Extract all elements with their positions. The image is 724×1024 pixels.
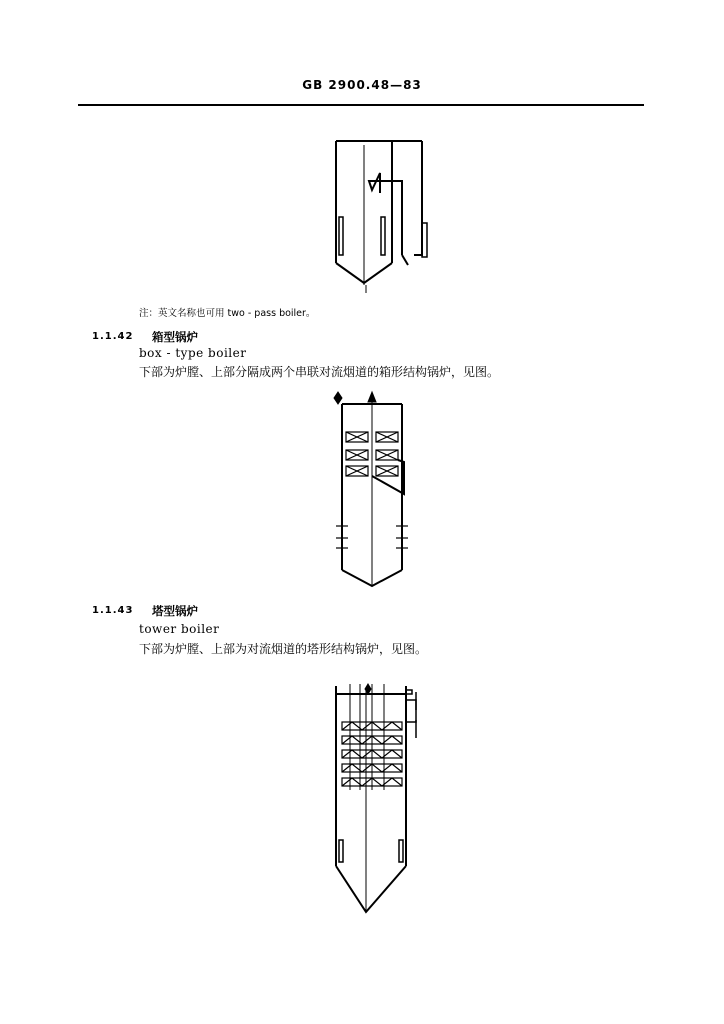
box-type-boiler-figure: [332, 390, 412, 590]
section-number: 1.1.43: [92, 605, 134, 616]
page-header: GB 2900.48—83: [302, 78, 422, 92]
section-title: 箱型锅炉: [152, 330, 198, 344]
section-title: 塔型锅炉: [152, 604, 198, 618]
tower-boiler-figure: [326, 680, 426, 920]
header-rule: [78, 104, 644, 106]
figure-note: 注：英文名称也可用 two - pass boiler。: [139, 308, 316, 319]
term-definition: 下部为炉膛、上部为对流烟道的塔形结构锅炉，见图。: [139, 642, 428, 656]
section-number: 1.1.42: [92, 331, 134, 342]
english-term: tower boiler: [139, 622, 220, 636]
two-pass-boiler-figure: [326, 135, 436, 295]
term-definition: 下部为炉膛、上部分隔成两个串联对流烟道的箱形结构锅炉，见图。: [139, 365, 500, 379]
english-term: box - type boiler: [139, 346, 247, 360]
